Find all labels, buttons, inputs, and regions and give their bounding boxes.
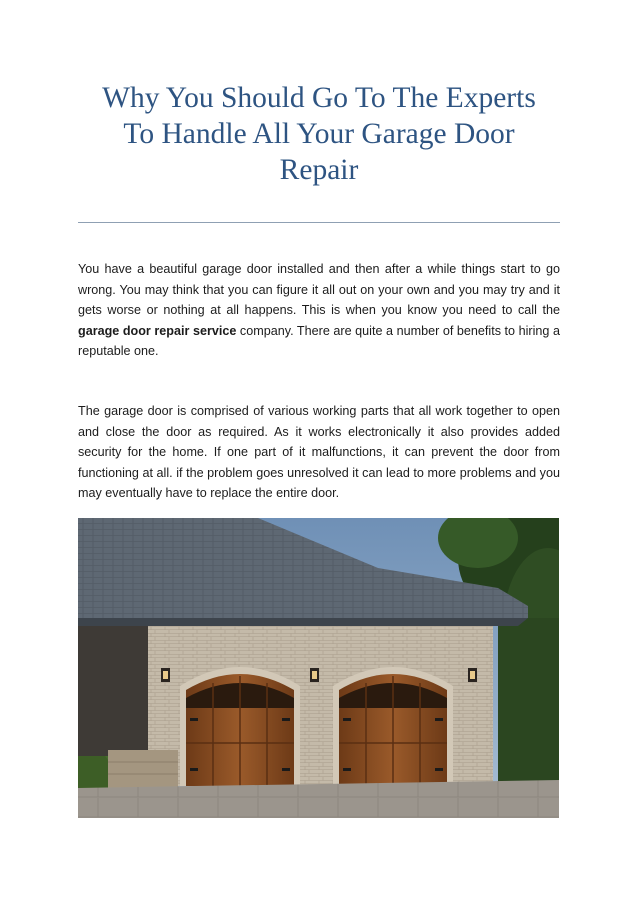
title-line-1: Why You Should Go To The Experts <box>102 82 536 114</box>
garage-door-left <box>180 667 300 786</box>
page-title <box>78 80 560 188</box>
stone-planter <box>108 750 178 788</box>
paragraph-1-bold-phrase: garage door repair service <box>78 323 237 338</box>
roof-fascia <box>78 618 528 626</box>
garage-house-illustration <box>78 518 559 818</box>
title-divider <box>78 222 560 223</box>
paragraph-1 <box>78 259 560 362</box>
garage-door-right <box>333 667 453 786</box>
paragraph-2: The garage door is comprised of various working parts that all work together to open and close the door as required. As it works electronically it also provides added security for the home. If one part of it malfunctions, it can prevent the door from functioning at all. if the problem goes unresolved it can lead to more problems and you may eventually have to replace the entire door. <box>78 404 560 500</box>
paragraph-1-text-start: You have a beautiful garage door installed and then after a while things start to go wrong. You may think that you can figure it all out on your own and you may try and it gets worse or nothing at all happens. This is when you know you need to call the <box>78 262 560 317</box>
garage-door-photo <box>78 518 559 818</box>
title-line-2: To Handle All Your Garage Door <box>123 118 515 150</box>
title-line-3: Repair <box>279 154 359 186</box>
left-wall <box>78 626 148 756</box>
paragraph-1-text-end: company. There are quite a number of benefits to hiring a reputable one. <box>78 323 560 358</box>
